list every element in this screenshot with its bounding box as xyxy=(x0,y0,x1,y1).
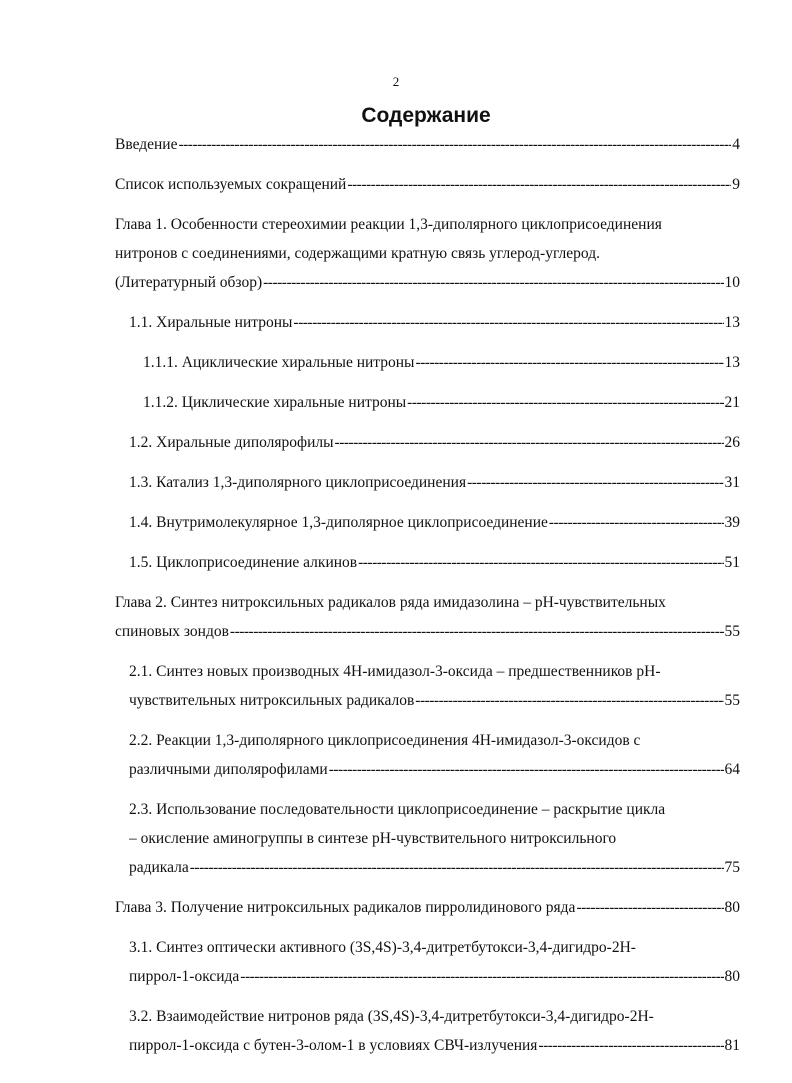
toc-entry-2-3 xyxy=(115,795,740,882)
toc-entry-title: Список используемых сокращений xyxy=(115,176,347,193)
toc-page-number: 81 xyxy=(724,1037,740,1054)
toc-entry-3-2 xyxy=(115,1002,740,1060)
toc-entry-chapter-2 xyxy=(115,588,740,646)
toc-entry-title-line: 2.1. Синтез новых производных 4Н-имидазол-3-оксида – предшественников рН- xyxy=(129,663,661,680)
toc-page-number: 13 xyxy=(724,354,740,371)
toc-entry-title: Глава 3. Получение нитроксильных радикалов пирролидинового ряда xyxy=(115,899,576,916)
table-of-contents xyxy=(115,130,740,1060)
toc-entry-title-line: Глава 1. Особенности стереохимии реакции 1,3-диполярного циклоприсоединения xyxy=(115,216,662,233)
page-number: 2 xyxy=(392,74,400,89)
dotted-leader xyxy=(263,268,723,297)
toc-entry-2-2 xyxy=(115,726,740,784)
toc-entry-title-line: нитронов с соединениями, содержащими кратную связь углерод-углерод. xyxy=(115,245,600,262)
toc-entry-title-line: пиррол-1-оксида xyxy=(129,968,240,985)
dotted-leader xyxy=(358,548,723,577)
toc-entry-title-line: – окисление аминогруппы в синтезе рН-чувствительного нитроксильного xyxy=(129,830,617,847)
toc-page-number: 51 xyxy=(724,554,740,571)
toc-page-number: 80 xyxy=(724,899,740,916)
dotted-leader xyxy=(230,617,724,646)
toc-entry-title: 1.5. Циклоприсоединение алкинов xyxy=(129,554,358,571)
toc-entry-title: 1.2. Хиральные диполярофилы xyxy=(129,434,334,451)
toc-page-number: 4 xyxy=(732,136,740,153)
toc-entry-title-line: 2.2. Реакции 1,3-диполярного циклоприсоединения 4Н-имидазол-3-оксидов с xyxy=(129,732,641,749)
toc-page-number: 55 xyxy=(724,623,740,640)
dotted-leader xyxy=(240,962,723,991)
toc-entry-title-line: 2.3. Использование последовательности циклоприсоединение – раскрытие цикла xyxy=(129,801,666,818)
toc-entry-1-1 xyxy=(115,308,740,337)
toc-entry-title: 1.1.2. Циклические хиральные нитроны xyxy=(143,394,407,411)
toc-page-number: 10 xyxy=(724,274,740,291)
dotted-leader xyxy=(415,686,723,715)
dotted-leader xyxy=(576,893,723,922)
toc-entry-abbreviations xyxy=(115,170,740,199)
toc-entry-title-line: 3.2. Взаимодействие нитронов ряда (3S,4S)-3,4-дитретбутокси-3,4-дигидро-2Н- xyxy=(129,1008,654,1025)
toc-page-number: 64 xyxy=(724,761,740,778)
toc-page-number: 9 xyxy=(732,176,740,193)
toc-entry-title: 1.4. Внутримолекулярное 1,3-диполярное циклоприсоединение xyxy=(129,514,548,531)
toc-entry-chapter-3 xyxy=(115,893,740,922)
toc-entry-title-line: Глава 2. Синтез нитроксильных радикалов ряда имидазолина – рН-чувствительных xyxy=(115,594,666,611)
toc-page-number: 75 xyxy=(724,859,740,876)
dotted-leader xyxy=(538,1031,723,1060)
toc-page-number: 26 xyxy=(724,434,740,451)
toc-entry-1-1-2 xyxy=(115,388,740,417)
toc-entry-1-1-1 xyxy=(115,348,740,377)
toc-entry-1-3 xyxy=(115,468,740,497)
toc-page-number: 31 xyxy=(724,474,740,491)
dotted-leader xyxy=(549,508,724,537)
toc-entry-title-line: радикала xyxy=(129,859,189,876)
toc-entry-title-line: 3.1. Синтез оптически активного (3S,4S)-3,4-дитретбутокси-3,4-дигидро-2Н- xyxy=(129,939,636,956)
page-title: Содержание xyxy=(361,104,491,127)
dotted-leader xyxy=(178,130,731,159)
toc-entry-title-line: пиррол-1-оксида с бутен-3-олом-1 в условиях СВЧ-излучения xyxy=(129,1037,538,1054)
toc-entry-introduction xyxy=(115,130,740,159)
dotted-leader xyxy=(335,428,724,457)
dotted-leader xyxy=(293,308,723,337)
toc-entry-title: Введение xyxy=(115,136,178,153)
dotted-leader xyxy=(329,755,724,784)
toc-entry-title-line: различными диполярофилами xyxy=(129,761,328,778)
toc-entry-1-2 xyxy=(115,428,740,457)
toc-entry-2-1 xyxy=(115,657,740,715)
dotted-leader xyxy=(347,170,731,199)
toc-entry-title: 1.3. Катализ 1,3-диполярного циклоприсоединения xyxy=(129,474,467,491)
dotted-leader xyxy=(190,853,724,882)
toc-page-number: 21 xyxy=(724,394,740,411)
toc-entry-title: 1.1. Хиральные нитроны xyxy=(129,314,293,331)
toc-page-number: 39 xyxy=(724,514,740,531)
toc-entry-1-5 xyxy=(115,548,740,577)
dotted-leader xyxy=(415,348,723,377)
dotted-leader xyxy=(407,388,723,417)
toc-entry-3-1 xyxy=(115,933,740,991)
toc-entry-title-line: чувствительных нитроксильных радикалов xyxy=(129,692,415,709)
toc-page-number: 80 xyxy=(724,968,740,985)
dotted-leader xyxy=(467,468,723,497)
toc-page-number: 55 xyxy=(724,692,740,709)
toc-entry-title: 1.1.1. Ациклические хиральные нитроны xyxy=(143,354,415,371)
toc-entry-title-line: (Литературный обзор) xyxy=(115,274,263,291)
toc-entry-chapter-1 xyxy=(115,210,740,297)
toc-entry-1-4 xyxy=(115,508,740,537)
toc-page-number: 13 xyxy=(724,314,740,331)
toc-entry-title-line: спиновых зондов xyxy=(115,623,229,640)
